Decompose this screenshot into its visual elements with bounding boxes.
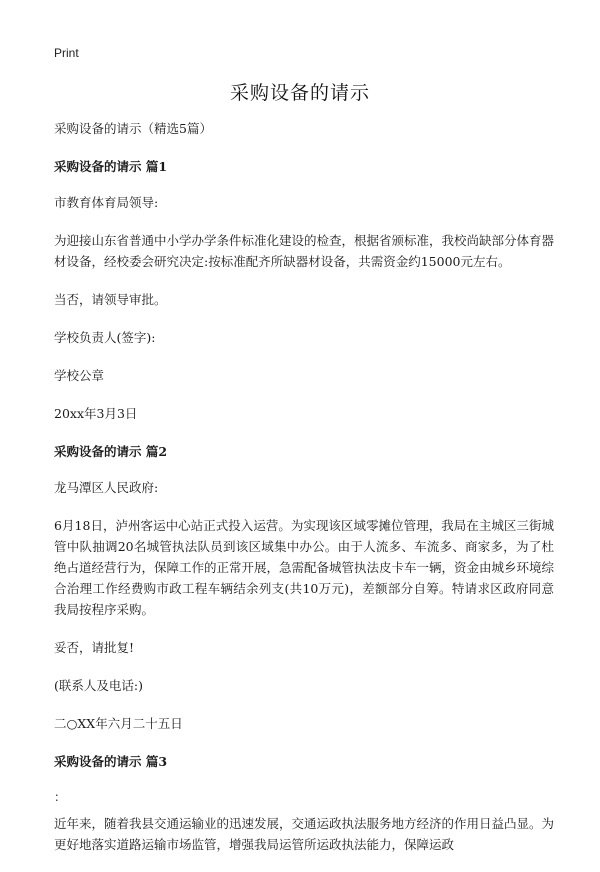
- section-3-mark: ：: [54, 790, 67, 804]
- document-body: [54, 118, 554, 872]
- section-1-body: 为迎接山东省普通中小学办学条件标准化建设的检查，根据省颁标准，我校尚缺部分体育器材设备，经校委会研究决定:按标准配齐所缺器材设备，共需资金约15000元左右。: [54, 233, 555, 269]
- section-2-body: 6月18日，泸州客运中心站正式投入运营。为实现该区域零摊位管理，我局在主城区三街城管中队抽调20名城管执法队员到该区域集中办公。由于人流多、车流多、商家多，为了杜绝占道经营行为，保障工作的正常开展，急需配备城管执法皮卡车一辆，资金由城乡环境综合治理工作经费购市政工程车辆结余列支(共10万元)，差额部分自筹。特请求区政府同意我局按程序采购。: [54, 518, 555, 617]
- section-1-addressee: 市教育体育局领导:: [54, 195, 159, 210]
- section-1-date: 20xx年3月3日: [54, 406, 138, 421]
- print-label[interactable]: Print: [54, 46, 79, 60]
- section-2-date: 二○XX年六月二十五日: [54, 716, 183, 731]
- document-subtitle: 采购设备的请示（精选5篇）: [54, 121, 212, 136]
- section-1-heading: 采购设备的请示 篇1: [54, 159, 168, 174]
- section-1-signatory: 学校负责人(签字):: [54, 330, 156, 345]
- document-title: 采购设备的请示: [229, 82, 370, 104]
- section-2-contact: (联系人及电话:): [54, 678, 143, 693]
- section-1-seal: 学校公章: [54, 368, 105, 383]
- section-2-addressee: 龙马潭区人民政府:: [54, 480, 159, 495]
- section-2-heading: 采购设备的请示 篇2: [54, 444, 168, 459]
- section-3-heading: 采购设备的请示 篇3: [54, 754, 168, 769]
- section-1-request: 当否，请领导审批。: [54, 292, 167, 307]
- section-3-body: 近年来，随着我县交通运输业的迅速发展，交通运政执法服务地方经济的作用日益凸显。为更好地落实道路运输市场监管，增强我局运管所运政执法能力，保障运政: [54, 816, 555, 852]
- section-2-request: 妥否，请批复!: [54, 640, 135, 655]
